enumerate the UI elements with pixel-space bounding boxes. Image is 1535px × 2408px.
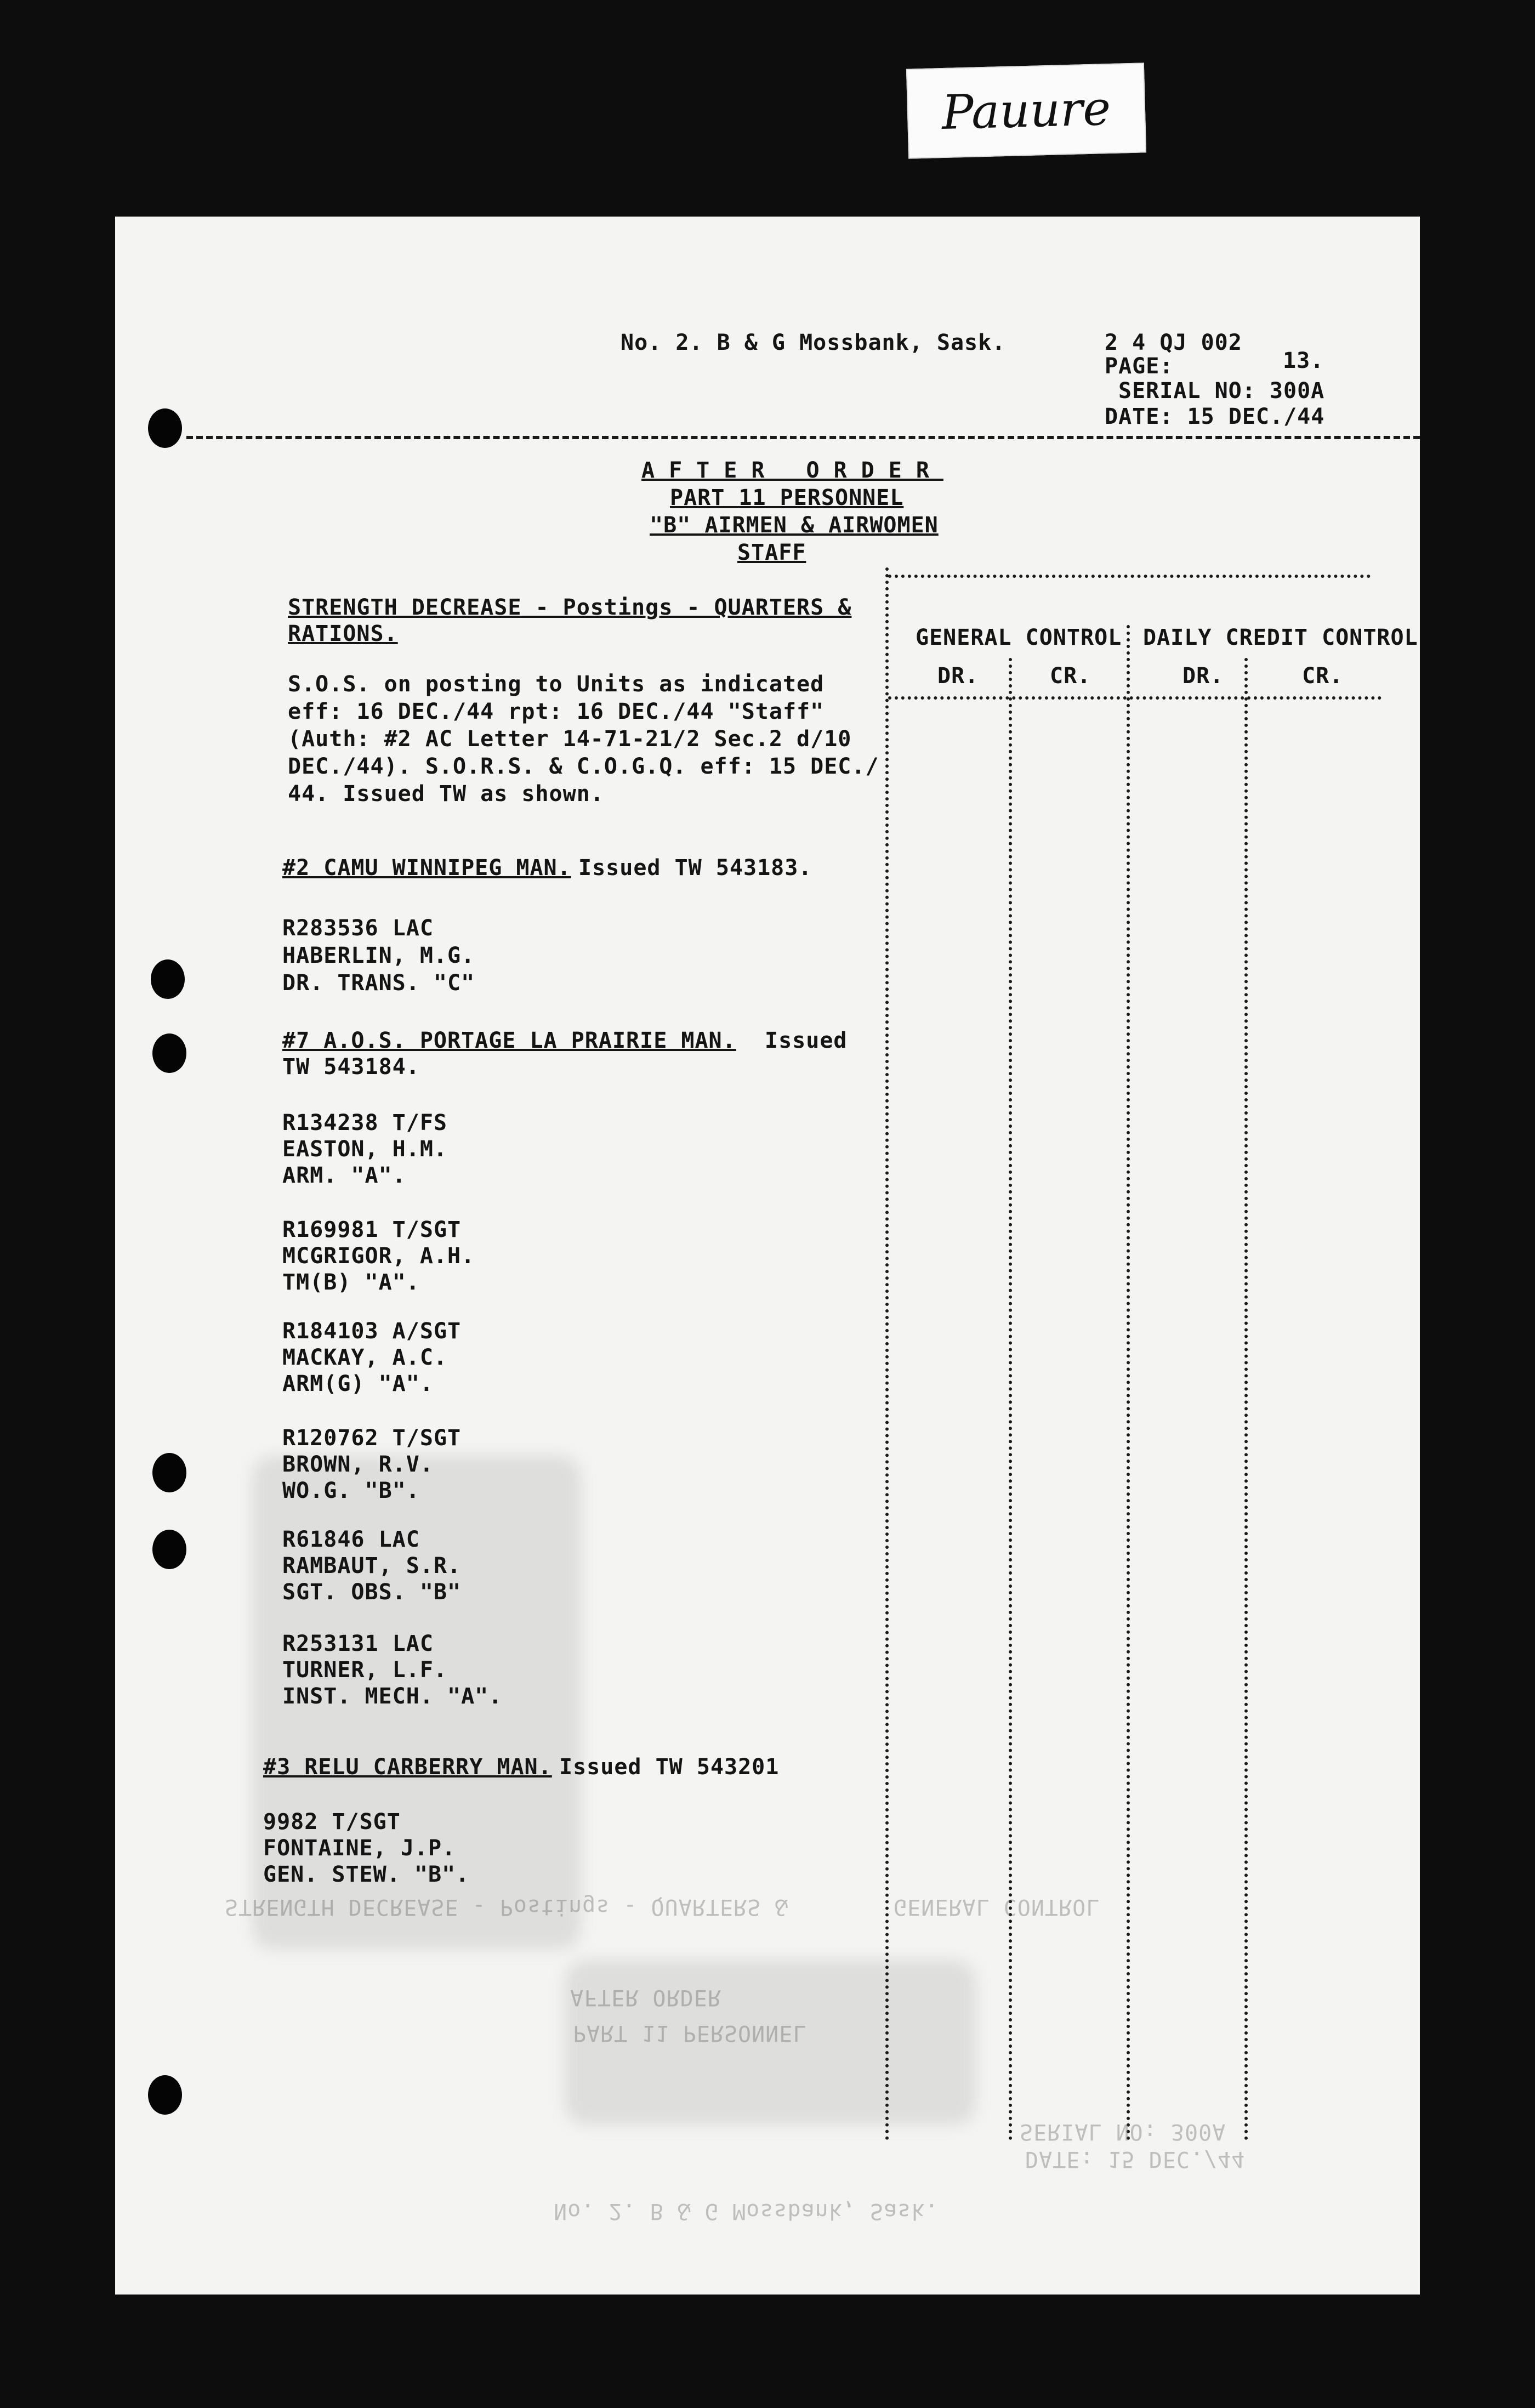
service-number: R253131 LAC — [282, 1631, 434, 1656]
trade-class: INST. MECH. "A". — [282, 1684, 503, 1709]
archive-tab-label: Pauure — [906, 63, 1146, 158]
group-trailer: Issued TW 543201 — [559, 1754, 780, 1780]
intro-line: S.O.S. on posting to Units as indicated — [288, 672, 825, 697]
service-number: R184103 A/SGT — [282, 1319, 462, 1344]
member-name: MACKAY, A.C. — [282, 1345, 447, 1370]
bleed-through-text: GENERAL CONTROL — [894, 1894, 1100, 1919]
bleed-through-text: DATE: 15 DEC./44 — [1025, 2146, 1246, 2172]
service-number: R61846 LAC — [282, 1527, 420, 1552]
member-name: BROWN, R.V. — [282, 1452, 434, 1477]
header-divider — [186, 436, 1420, 439]
serial-number: SERIAL NO: 300A — [1118, 378, 1325, 404]
control-column-rule — [1127, 625, 1130, 2141]
order-date: DATE: 15 DEC./44 — [1105, 404, 1325, 429]
section-heading-cont: RATIONS. — [288, 621, 398, 646]
group-trailer: Issued — [765, 1028, 848, 1053]
intro-line: eff: 16 DEC./44 rpt: 16 DEC./44 "Staff" — [288, 699, 825, 724]
bleed-through-text: No. 2. B & G Mossbank, Sask. — [554, 2199, 939, 2224]
punch-hole — [148, 408, 182, 448]
member-name: RAMBAUT, S.R. — [282, 1553, 462, 1578]
general-cr-header: CR. — [1050, 663, 1091, 689]
service-number: R169981 T/SGT — [282, 1217, 462, 1242]
punch-hole — [151, 959, 185, 999]
member-name: TURNER, L.F. — [282, 1657, 447, 1683]
daily-credit-control-header: DAILY CREDIT CONTROL — [1143, 625, 1418, 650]
intro-line: 44. Issued TW as shown. — [288, 781, 604, 807]
intro-line: DEC./44). S.O.R.S. & C.O.G.Q. eff: 15 DEC./ — [288, 754, 879, 779]
control-table-header-rule — [888, 696, 1382, 700]
trade-class: WO.G. "B". — [282, 1478, 420, 1503]
punch-hole — [152, 1033, 186, 1073]
section-heading: STRENGTH DECREASE - Postings - QUARTERS & — [288, 595, 852, 620]
general-control-header: GENERAL CONTROL — [916, 625, 1122, 650]
service-number: R120762 T/SGT — [282, 1426, 462, 1451]
bleed-through-text: PART 11 PERSONNEL — [573, 2020, 807, 2046]
trade-class: TM(B) "A". — [282, 1270, 420, 1295]
group-heading: #2 CAMU WINNIPEG MAN. — [282, 855, 571, 881]
punch-hole — [152, 1530, 186, 1569]
title-line-1: AFTER ORDER — [641, 458, 943, 483]
trade-class: ARM. "A". — [282, 1163, 406, 1188]
intro-line: (Auth: #2 AC Letter 14-71-21/2 Sec.2 d/10 — [288, 726, 852, 752]
page-label: PAGE: — [1105, 354, 1174, 379]
member-name: FONTAINE, J.P. — [263, 1836, 456, 1861]
daily-dr-header: DR. — [1182, 663, 1224, 689]
member-name: MCGRIGOR, A.H. — [282, 1243, 475, 1269]
punch-hole — [148, 2075, 182, 2115]
reference-number: 2 4 QJ 002 — [1105, 330, 1242, 355]
control-column-rule — [1244, 658, 1248, 2141]
trade-class: SGT. OBS. "B" — [282, 1580, 462, 1605]
daily-cr-header: CR. — [1302, 663, 1344, 689]
trade-class: GEN. STEW. "B". — [263, 1862, 470, 1887]
group-heading: #7 A.O.S. PORTAGE LA PRAIRIE MAN. — [282, 1028, 736, 1053]
unit-header: No. 2. B & G Mossbank, Sask. — [621, 330, 1006, 355]
general-dr-header: DR. — [937, 663, 979, 689]
service-number: 9982 T/SGT — [263, 1809, 401, 1835]
title-line-4: STAFF — [737, 540, 806, 565]
document-page — [115, 217, 1420, 2295]
page-number: 13. — [1283, 348, 1324, 373]
title-line-3: "B" AIRMEN & AIRWOMEN — [650, 513, 939, 538]
group-heading: #3 RELU CARBERRY MAN. — [263, 1754, 552, 1780]
control-table-top-rule — [888, 575, 1371, 578]
bleed-through-text: SERIAL NO: 300A — [1020, 2119, 1226, 2144]
service-number: R134238 T/FS — [282, 1110, 447, 1135]
bleed-through-text: STRENGTH DECREASE - Postings - QUARTERS & — [225, 1894, 789, 1919]
bleed-through-text: AFTER ORDER — [570, 1985, 721, 2010]
trade-class: DR. TRANS. "C" — [282, 970, 475, 996]
punch-hole — [152, 1453, 186, 1492]
title-line-2: PART 11 PERSONNEL — [670, 485, 904, 510]
group-trailer: Issued TW 543183. — [578, 855, 812, 881]
group-heading-continuation: TW 543184. — [282, 1054, 420, 1080]
service-number: R283536 LAC — [282, 916, 434, 941]
trade-class: ARM(G) "A". — [282, 1371, 434, 1396]
control-column-rule — [885, 567, 889, 2141]
member-name: EASTON, H.M. — [282, 1137, 447, 1162]
member-name: HABERLIN, M.G. — [282, 943, 475, 968]
